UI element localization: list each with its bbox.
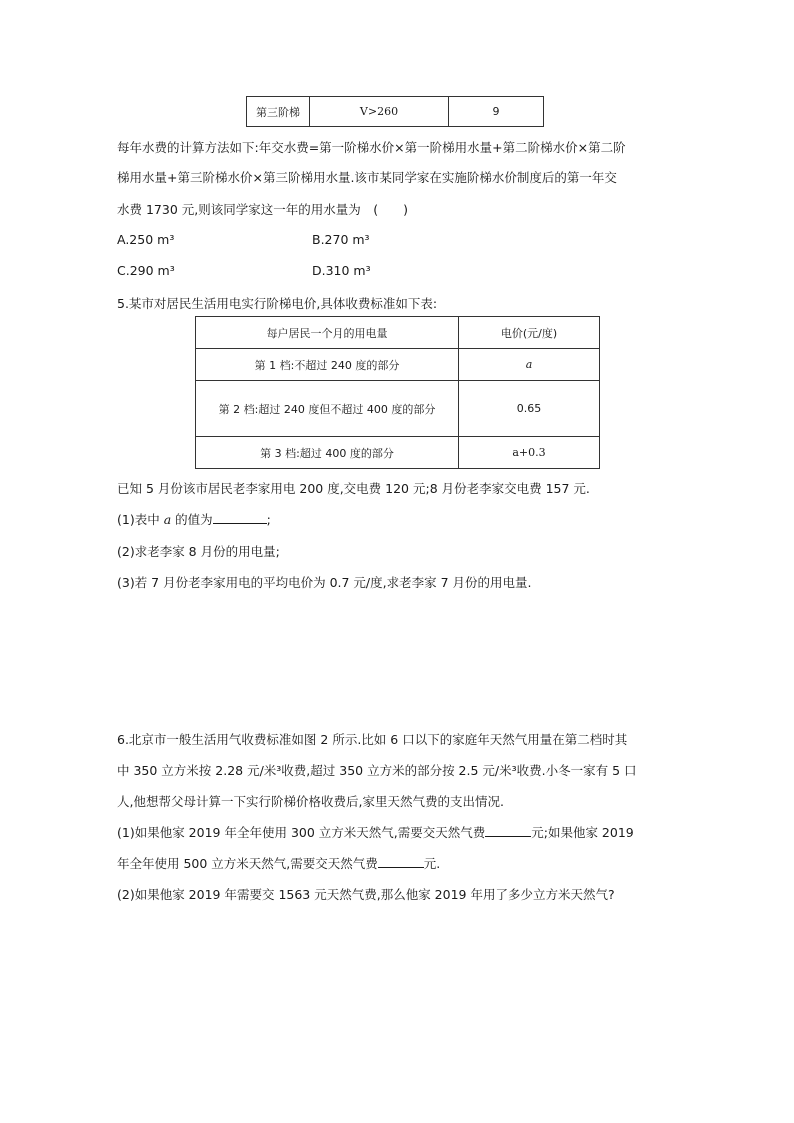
q6-line-3: 人,他想帮父母计算一下实行阶梯价格收费后,家里天然气费的支出情况.	[117, 794, 504, 809]
q6-sub1-text-b: 元;如果他家 2019	[531, 825, 634, 840]
q4-option-a: A.250 m³	[117, 232, 175, 247]
table-row	[196, 437, 600, 469]
variable-a: a	[163, 512, 172, 527]
q5-sub1	[117, 510, 271, 528]
q5-intro: 5.某市对居民生活用电实行阶梯电价,具体收费标准如下表:	[117, 296, 438, 311]
tier-cell: 第 3 档:超过 400 度的部分	[196, 437, 459, 469]
q5-given: 已知 5 月份该市居民老李家用电 200 度,交电费 120 元;8 月份老李家交电费 157 元.	[117, 481, 590, 496]
answer-blank[interactable]	[485, 823, 531, 837]
q4-option-c: C.290 m³	[117, 263, 175, 278]
price-cell: a+0.3	[459, 437, 600, 469]
q4-option-d: D.310 m³	[312, 263, 371, 278]
electricity-tier-table	[195, 316, 600, 469]
q6-sub2: (2)如果他家 2019 年需要交 1563 元天然气费,那么他家 2019 年用了多少立方米天然气?	[117, 887, 615, 902]
table-header-row	[196, 317, 600, 349]
table-row	[247, 97, 544, 127]
q4-line-2: 梯用水量+第三阶梯水价×第三阶梯用水量.该市某同学家在实施阶梯水价制度后的第一年交	[117, 170, 617, 185]
tier-price-cell: 9	[449, 97, 544, 127]
table-row	[196, 381, 600, 437]
table-row	[196, 349, 600, 381]
q5-sub2: (2)求老李家 8 月份的用电量;	[117, 544, 280, 559]
q5-sub3: (3)若 7 月份老李家用电的平均电价为 0.7 元/度,求老李家 7 月份的用电量.	[117, 575, 532, 590]
q6-sub1-text-d: 元.	[423, 856, 441, 871]
price-cell: a	[459, 349, 600, 381]
q4-line-3: 水费 1730 元,则该同学家这一年的用水量为 ( )	[117, 202, 408, 217]
price-cell: 0.65	[459, 381, 600, 437]
q6-sub1-text-c: 年全年使用 500 立方米天然气,需要交天然气费	[117, 856, 378, 871]
q5-sub1-end: ;	[266, 512, 271, 527]
q4-option-b: B.270 m³	[312, 232, 370, 247]
answer-blank[interactable]	[213, 510, 267, 524]
water-tier-table	[246, 96, 544, 127]
tier-name-cell: 第三阶梯	[247, 97, 310, 127]
header-price: 电价(元/度)	[459, 317, 600, 349]
tier-cell: 第 2 档:超过 240 度但不超过 400 度的部分	[196, 381, 459, 437]
q6-line-2: 中 350 立方米按 2.28 元/米³收费,超过 350 立方米的部分按 2.5 元/米³收费.小冬一家有 5 口	[117, 763, 637, 778]
q5-sub1-text: (1)表中	[117, 512, 164, 527]
q4-line-1: 每年水费的计算方法如下:年交水费=第一阶梯水价×第一阶梯用水量+第二阶梯水价×第二阶	[117, 140, 626, 155]
q6-line-1: 6.北京市一般生活用气收费标准如图 2 所示.比如 6 口以下的家庭年天然气用量在第二档时其	[117, 732, 628, 747]
header-usage: 每户居民一个月的用电量	[196, 317, 459, 349]
q6-sub1-line1	[117, 823, 634, 841]
tier-cell: 第 1 档:不超过 240 度的部分	[196, 349, 459, 381]
q6-sub1-text: (1)如果他家 2019 年全年使用 300 立方米天然气,需要交天然气费	[117, 825, 486, 840]
q5-sub1-text-b: 的值为	[171, 512, 213, 527]
answer-blank[interactable]	[378, 854, 424, 868]
tier-range-cell: V>260	[310, 97, 449, 127]
q6-sub1-line2	[117, 854, 440, 872]
